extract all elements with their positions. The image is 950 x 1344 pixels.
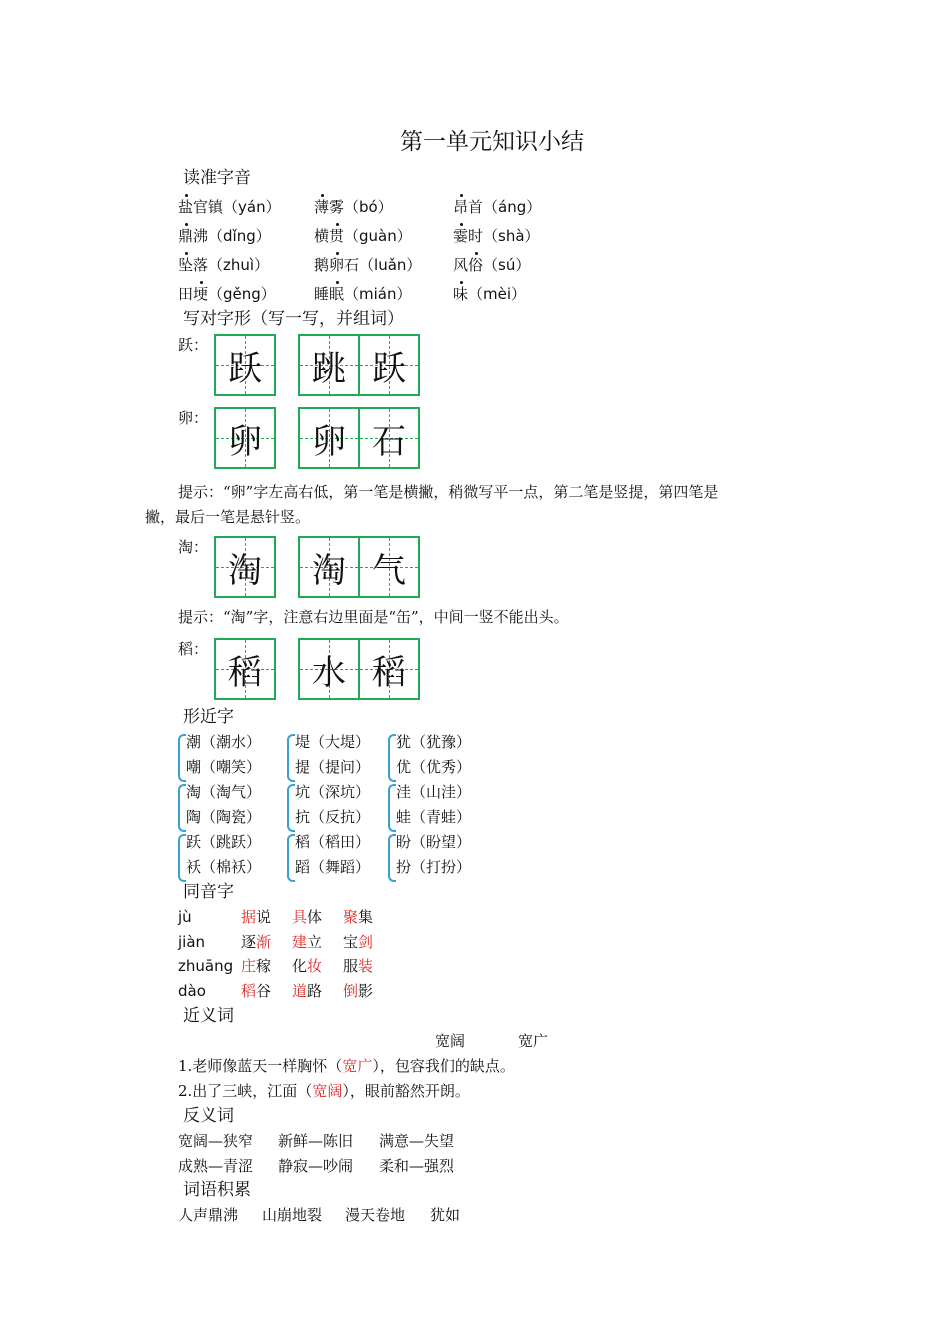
homophone-pinyin: zhuāng — [178, 957, 234, 976]
homophone-pinyin: dào — [178, 982, 206, 1001]
brace-icon — [178, 734, 186, 782]
grid-char: 水 — [312, 652, 346, 693]
word-part: 沸 — [193, 227, 209, 245]
tianzige-pair — [298, 536, 420, 598]
tip-luan-line1: 提示：“卵”字左高右低，第一笔是横撇，稍微写平一点，第二笔是竖提，第四笔是 — [178, 483, 719, 501]
word-part: 立 — [307, 932, 323, 951]
sentence-text: 2.出了三峡，江面（ — [178, 1082, 313, 1100]
dotted-char: 味 — [453, 285, 469, 303]
similar-char-item: 抗（反抗） — [295, 808, 371, 826]
grid-cell — [300, 336, 358, 394]
pinyin: （shà） — [483, 227, 540, 245]
pinyin: （luǎn） — [359, 256, 422, 274]
word-part: 集 — [358, 908, 374, 926]
similar-char-item: 陶（陶瓷） — [186, 808, 262, 826]
vocabulary-word: 山崩地裂 — [262, 1206, 323, 1224]
pinyin: （áng） — [483, 198, 542, 216]
word-part: 逐 — [241, 932, 257, 951]
writing-label: 淘： — [178, 538, 209, 556]
homophone-pinyin: jù — [178, 908, 192, 926]
homophone-word — [292, 907, 322, 927]
vocabulary-word: 犹如 — [430, 1206, 461, 1224]
similar-char-item: 蛙（青蛙） — [396, 808, 472, 826]
heading-homophones: 同音字 — [183, 882, 234, 902]
vocabulary-word: 漫天卷地 — [345, 1206, 406, 1224]
dotted-char: 鼎 — [178, 227, 194, 245]
word-part: 化 — [292, 957, 308, 976]
pronunciation-item — [453, 255, 530, 275]
tianzige-single — [214, 334, 276, 396]
similar-char-item: 潮（潮水） — [186, 733, 262, 751]
pronunciation-item — [178, 255, 269, 275]
homophone-word — [343, 907, 373, 927]
grid-char: 跃 — [228, 348, 262, 389]
word-part: 聚 — [343, 908, 359, 926]
grid-cell — [216, 409, 274, 467]
homophone-word — [241, 981, 271, 1001]
similar-char-item: 蹈（舞蹈） — [295, 858, 371, 876]
word-part: 风 — [453, 256, 469, 274]
word-part: 谷 — [256, 982, 272, 1001]
heading-similar-chars: 形近字 — [183, 707, 234, 727]
similar-char-item: 坑（深坑） — [295, 783, 371, 801]
word-part: 具 — [292, 908, 308, 926]
word-part: 落 — [193, 256, 209, 274]
dotted-char: 埂 — [193, 285, 209, 303]
similar-char-item: 淘（淘气） — [186, 783, 262, 801]
dotted-char: 盐 — [178, 198, 194, 216]
pinyin: （gěng） — [208, 285, 276, 303]
pinyin: （sú） — [483, 256, 531, 274]
antonym-pair: 成熟—青涩 — [178, 1157, 254, 1175]
similar-char-item: 洼（山洼） — [396, 783, 472, 801]
pronunciation-item — [178, 284, 276, 304]
dotted-char: 俗 — [468, 256, 484, 274]
dotted-char: 贯 — [329, 227, 345, 245]
word-part: 建 — [292, 932, 308, 951]
antonym-pair: 宽阔—狭窄 — [178, 1132, 254, 1150]
sentence-answer: 宽阔 — [312, 1082, 343, 1100]
writing-label: 稻： — [178, 640, 209, 658]
grid-cell — [358, 409, 418, 467]
heading-antonyms: 反义词 — [183, 1106, 234, 1126]
homophone-word — [241, 956, 271, 976]
similar-char-item: 跃（跳跃） — [186, 833, 262, 851]
pronunciation-item — [178, 197, 281, 217]
pronunciation-item — [314, 284, 412, 304]
sentence-answer: 宽广 — [342, 1057, 373, 1075]
grid-cell — [216, 640, 274, 698]
grid-char: 卵 — [228, 421, 262, 462]
tianzige-pair — [298, 334, 420, 396]
grid-char: 卵 — [312, 421, 346, 462]
brace-icon — [287, 734, 295, 782]
grid-cell — [358, 640, 418, 698]
word-part: 首 — [468, 198, 484, 216]
antonym-pair: 静寂—吵闹 — [278, 1157, 354, 1175]
antonym-pair: 新鲜—陈旧 — [278, 1132, 354, 1150]
word-part: 体 — [307, 908, 323, 926]
pinyin: （zhuì） — [208, 256, 270, 274]
grid-cell — [300, 640, 358, 698]
antonym-pair: 满意—失望 — [379, 1132, 455, 1150]
tianzige-single — [214, 407, 276, 469]
word-part: 庄 — [241, 957, 257, 976]
homophone-word — [292, 956, 322, 976]
grid-cell — [300, 409, 358, 467]
tianzige-single — [214, 638, 276, 700]
homophone-word — [343, 932, 373, 952]
word-part: 据 — [241, 908, 257, 926]
pronunciation-item — [178, 226, 271, 246]
brace-icon — [178, 834, 186, 882]
word-part: 服 — [343, 957, 359, 976]
grid-cell — [216, 336, 274, 394]
word-part: 雾 — [329, 198, 345, 216]
word-part: 妆 — [307, 957, 323, 976]
grid-char: 石 — [372, 421, 406, 462]
brace-icon — [287, 784, 295, 832]
heading-synonyms: 近义词 — [183, 1006, 234, 1026]
brace-icon — [287, 834, 295, 882]
tip-luan-line2: 撇，最后一笔是悬针竖。 — [145, 508, 311, 526]
grid-char: 淘 — [228, 550, 262, 591]
word-part: 道 — [292, 982, 308, 1001]
grid-char: 跳 — [312, 348, 346, 389]
word-part: 倒 — [343, 982, 359, 1001]
dotted-char: 眠 — [329, 285, 345, 303]
word-part: 时 — [468, 227, 484, 245]
tianzige-single — [214, 536, 276, 598]
word-part: 横 — [314, 227, 330, 245]
pronunciation-item — [453, 226, 540, 246]
grid-char: 气 — [372, 550, 406, 591]
homophone-word — [292, 932, 322, 952]
grid-cell — [216, 538, 274, 596]
word-part: 石 — [344, 256, 360, 274]
grid-char: 稻 — [372, 652, 406, 693]
homophone-word — [292, 981, 322, 1001]
vocabulary-word: 人声鼎沸 — [178, 1206, 239, 1224]
grid-cell — [300, 538, 358, 596]
pinyin: （mián） — [344, 285, 412, 303]
pronunciation-item — [314, 226, 412, 246]
page-title: 第一单元知识小结 — [400, 129, 584, 155]
brace-icon — [388, 734, 396, 782]
grid-cell — [358, 336, 418, 394]
similar-char-item: 提（提问） — [295, 758, 371, 776]
word-part: 鹅 — [314, 256, 330, 274]
pinyin: （yán） — [223, 198, 281, 216]
pinyin: （mèi） — [468, 285, 527, 303]
word-part: 田 — [178, 285, 194, 303]
word-part: 装 — [358, 957, 374, 976]
brace-icon — [388, 784, 396, 832]
similar-char-item: 扮（打扮） — [396, 858, 472, 876]
word-part: 睡 — [314, 285, 330, 303]
similar-char-item: 堤（大堤） — [295, 733, 371, 751]
synonym-option: 宽阔 — [435, 1032, 466, 1050]
tianzige-pair — [298, 407, 420, 469]
homophone-word — [343, 956, 373, 976]
pronunciation-item — [453, 197, 541, 217]
grid-cell — [358, 538, 418, 596]
similar-char-item: 优（优秀） — [396, 758, 472, 776]
pronunciation-item — [314, 197, 393, 217]
pronunciation-item — [314, 255, 421, 275]
tianzige-pair — [298, 638, 420, 700]
sentence-text: 1.老师像蓝天一样胸怀（ — [178, 1057, 343, 1075]
dotted-char: 昂 — [453, 198, 469, 216]
word-part: 稼 — [256, 957, 272, 976]
dotted-char: 坠 — [178, 256, 194, 274]
pinyin: （bó） — [344, 198, 393, 216]
word-part: 渐 — [256, 932, 272, 951]
word-part: 稻 — [241, 982, 257, 1001]
grid-char: 跃 — [372, 348, 406, 389]
dotted-char: 霎 — [453, 227, 469, 245]
homophone-word — [343, 981, 373, 1001]
heading-vocabulary: 词语积累 — [183, 1180, 251, 1200]
synonym-sentence — [178, 1081, 470, 1101]
synonym-sentence — [178, 1056, 515, 1076]
pinyin: （guàn） — [344, 227, 412, 245]
similar-char-item: 袄（棉袄） — [186, 858, 262, 876]
writing-label: 跃： — [178, 336, 209, 354]
dotted-char: 薄 — [314, 198, 330, 216]
word-part: 宝 — [343, 932, 359, 951]
word-part: 剑 — [358, 932, 374, 951]
heading-pronunciation: 读准字音 — [183, 168, 251, 188]
similar-char-item: 犹（犹豫） — [396, 733, 472, 751]
brace-icon — [178, 784, 186, 832]
brace-icon — [388, 834, 396, 882]
dotted-char: 卵 — [329, 256, 345, 274]
grid-char: 淘 — [312, 550, 346, 591]
synonym-option: 宽广 — [518, 1032, 549, 1050]
word-part: 影 — [358, 982, 374, 1001]
pronunciation-item — [453, 284, 526, 304]
homophone-pinyin: jiàn — [178, 932, 206, 951]
heading-writing: 写对字形（写一写，并组词） — [183, 309, 404, 329]
grid-char: 稻 — [228, 652, 262, 693]
word-part: 说 — [256, 908, 272, 926]
similar-char-item: 盼（盼望） — [396, 833, 472, 851]
word-part: 官镇 — [193, 198, 224, 216]
word-part: 路 — [307, 982, 323, 1001]
writing-label: 卵： — [178, 409, 209, 427]
tip-tao: 提示：“淘”字，注意右边里面是“缶”，中间一竖不能出头。 — [178, 608, 569, 626]
pinyin: （dǐng） — [208, 227, 271, 245]
homophone-word — [241, 907, 271, 927]
similar-char-item: 稻（稻田） — [295, 833, 371, 851]
homophone-word — [241, 932, 271, 952]
sentence-text: ），眼前豁然开朗。 — [342, 1082, 470, 1100]
similar-char-item: 嘲（嘲笑） — [186, 758, 262, 776]
antonym-pair: 柔和—强烈 — [379, 1157, 455, 1175]
sentence-text: ），包容我们的缺点。 — [372, 1057, 515, 1075]
